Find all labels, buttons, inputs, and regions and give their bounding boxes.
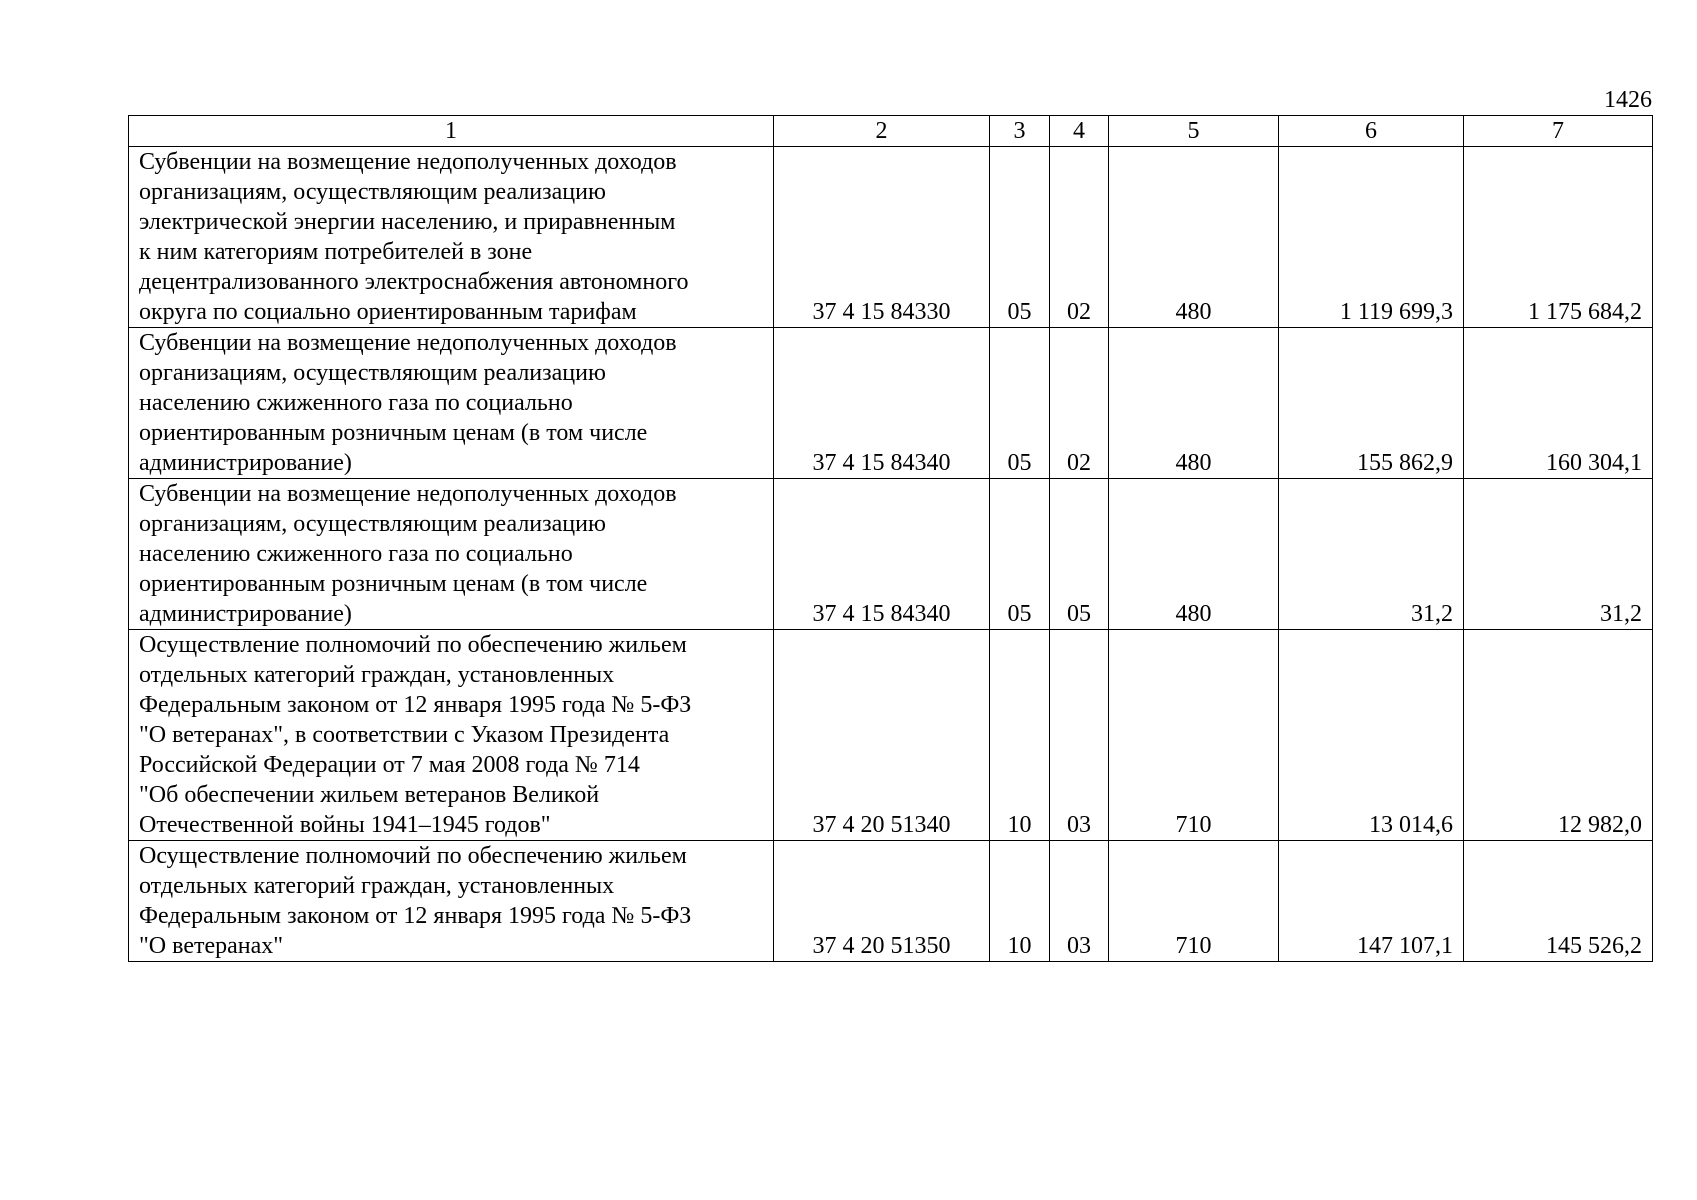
header-cell-2: 2 — [774, 116, 990, 147]
row-amount-1: 31,2 — [1279, 479, 1464, 630]
header-cell-1: 1 — [129, 116, 774, 147]
table-row — [129, 630, 1653, 841]
table-row — [129, 841, 1653, 962]
row-subsection: 02 — [1050, 328, 1109, 479]
row-subsection: 03 — [1050, 841, 1109, 962]
header-row — [129, 116, 1653, 147]
row-code: 37 4 15 84340 — [774, 328, 990, 479]
row-expense-type: 480 — [1109, 479, 1279, 630]
row-section: 05 — [990, 328, 1050, 479]
row-amount-2: 31,2 — [1464, 479, 1653, 630]
header-cell-3: 3 — [990, 116, 1050, 147]
row-subsection: 03 — [1050, 630, 1109, 841]
row-description: Осуществление полномочий по обеспечению жильем отдельных категорий граждан, установленных Федеральным законом от 12 января 1995 года № 5-ФЗ "О ветеранах" — [129, 841, 774, 962]
row-expense-type: 480 — [1109, 328, 1279, 479]
row-description: Осуществление полномочий по обеспечению жильем отдельных категорий граждан, установленных Федеральным законом от 12 января 1995 года № 5-ФЗ "О ветеранах", в соответствии с Указом Президента Российской Федерации от 7 мая 2008 года № 714 "Об обеспечении жильем ветеранов Великой Отечественной войны 1941–1945 годов" — [129, 630, 774, 841]
row-section: 10 — [990, 841, 1050, 962]
row-code: 37 4 20 51340 — [774, 630, 990, 841]
row-expense-type: 710 — [1109, 630, 1279, 841]
header-cell-4: 4 — [1050, 116, 1109, 147]
row-expense-type: 710 — [1109, 841, 1279, 962]
row-amount-2: 160 304,1 — [1464, 328, 1653, 479]
row-code: 37 4 15 84340 — [774, 479, 990, 630]
row-expense-type: 480 — [1109, 147, 1279, 328]
table-row — [129, 328, 1653, 479]
row-amount-1: 155 862,9 — [1279, 328, 1464, 479]
row-section: 05 — [990, 479, 1050, 630]
row-section: 05 — [990, 147, 1050, 328]
row-subsection: 05 — [1050, 479, 1109, 630]
row-amount-2: 1 175 684,2 — [1464, 147, 1653, 328]
header-cell-5: 5 — [1109, 116, 1279, 147]
header-cell-6: 6 — [1279, 116, 1464, 147]
row-amount-2: 12 982,0 — [1464, 630, 1653, 841]
table-row — [129, 479, 1653, 630]
row-code: 37 4 20 51350 — [774, 841, 990, 962]
row-amount-1: 147 107,1 — [1279, 841, 1464, 962]
row-subsection: 02 — [1050, 147, 1109, 328]
row-description: Субвенции на возмещение недополученных доходов организациям, осуществляющим реализацию электрической энергии населению, и приравненным к ним категориям потребителей в зоне децентрализованного электроснабжения автономного округа по социально ориентированным тарифам — [129, 147, 774, 328]
header-cell-7: 7 — [1464, 116, 1653, 147]
row-description: Субвенции на возмещение недополученных доходов организациям, осуществляющим реализацию населению сжиженного газа по социально ориентированным розничным ценам (в том числе администрирование) — [129, 479, 774, 630]
table-row — [129, 147, 1653, 328]
budget-table — [128, 115, 1653, 962]
row-amount-1: 13 014,6 — [1279, 630, 1464, 841]
row-section: 10 — [990, 630, 1050, 841]
row-amount-1: 1 119 699,3 — [1279, 147, 1464, 328]
row-code: 37 4 15 84330 — [774, 147, 990, 328]
row-amount-2: 145 526,2 — [1464, 841, 1653, 962]
page-number: 1426 — [1604, 87, 1652, 113]
row-description: Субвенции на возмещение недополученных доходов организациям, осуществляющим реализацию населению сжиженного газа по социально ориентированным розничным ценам (в том числе администрирование) — [129, 328, 774, 479]
